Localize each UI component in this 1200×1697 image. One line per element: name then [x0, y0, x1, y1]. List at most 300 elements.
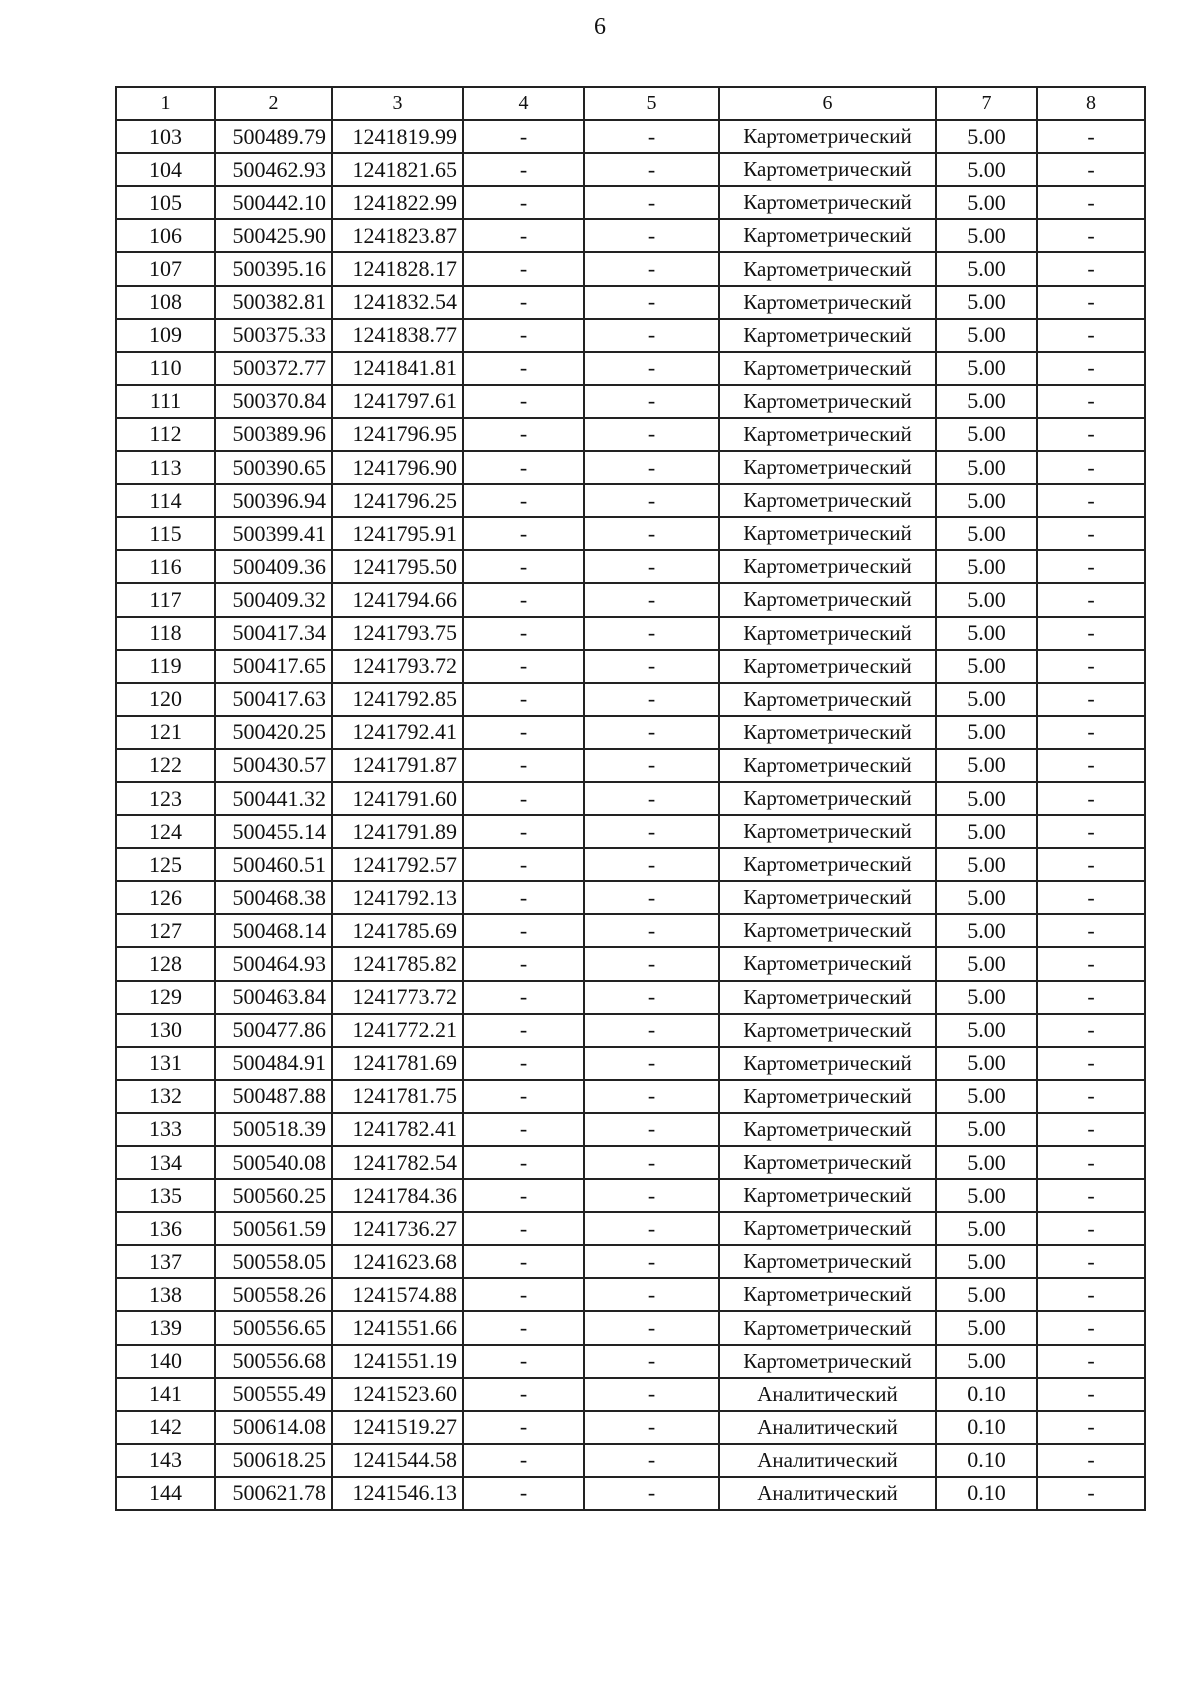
- cell-method: Картометрический: [719, 219, 936, 252]
- cell-accuracy: 5.00: [936, 716, 1037, 749]
- cell-col-5: -: [584, 385, 719, 418]
- cell-col-4: -: [463, 848, 584, 881]
- column-header-1: 1: [116, 87, 215, 120]
- cell-x-coordinate: 500489.79: [215, 120, 332, 153]
- cell-accuracy: 5.00: [936, 749, 1037, 782]
- cell-x-coordinate: 500462.93: [215, 153, 332, 186]
- cell-accuracy: 5.00: [936, 914, 1037, 947]
- cell-col-4: -: [463, 451, 584, 484]
- table-row: [116, 352, 1145, 385]
- cell-x-coordinate: 500417.63: [215, 683, 332, 716]
- cell-col-8: -: [1037, 848, 1145, 881]
- cell-method: Картометрический: [719, 186, 936, 219]
- cell-x-coordinate: 500518.39: [215, 1113, 332, 1146]
- cell-point-number: 126: [116, 881, 215, 914]
- cell-method: Картометрический: [719, 1345, 936, 1378]
- cell-accuracy: 5.00: [936, 815, 1037, 848]
- cell-col-5: -: [584, 1378, 719, 1411]
- cell-point-number: 135: [116, 1179, 215, 1212]
- cell-col-8: -: [1037, 815, 1145, 848]
- table-row: [116, 617, 1145, 650]
- cell-accuracy: 5.00: [936, 550, 1037, 583]
- cell-point-number: 127: [116, 914, 215, 947]
- table-row: [116, 517, 1145, 550]
- cell-point-number: 134: [116, 1146, 215, 1179]
- cell-x-coordinate: 500621.78: [215, 1477, 332, 1510]
- cell-x-coordinate: 500417.65: [215, 650, 332, 683]
- cell-x-coordinate: 500442.10: [215, 186, 332, 219]
- cell-col-5: -: [584, 1212, 719, 1245]
- cell-point-number: 119: [116, 650, 215, 683]
- cell-x-coordinate: 500487.88: [215, 1080, 332, 1113]
- cell-col-4: -: [463, 881, 584, 914]
- cell-accuracy: 5.00: [936, 1179, 1037, 1212]
- cell-col-5: -: [584, 1311, 719, 1344]
- cell-point-number: 105: [116, 186, 215, 219]
- cell-col-8: -: [1037, 352, 1145, 385]
- cell-y-coordinate: 1241796.90: [332, 451, 463, 484]
- cell-accuracy: 5.00: [936, 1245, 1037, 1278]
- table-row: [116, 1477, 1145, 1510]
- cell-point-number: 103: [116, 120, 215, 153]
- cell-accuracy: 5.00: [936, 848, 1037, 881]
- cell-col-5: -: [584, 1477, 719, 1510]
- cell-accuracy: 5.00: [936, 385, 1037, 418]
- cell-method: Картометрический: [719, 650, 936, 683]
- cell-accuracy: 5.00: [936, 219, 1037, 252]
- cell-col-4: -: [463, 120, 584, 153]
- cell-accuracy: 5.00: [936, 120, 1037, 153]
- table-row: [116, 1146, 1145, 1179]
- table-row: [116, 650, 1145, 683]
- cell-col-4: -: [463, 219, 584, 252]
- cell-point-number: 136: [116, 1212, 215, 1245]
- cell-y-coordinate: 1241781.69: [332, 1047, 463, 1080]
- column-header-2: 2: [215, 87, 332, 120]
- cell-col-8: -: [1037, 981, 1145, 1014]
- cell-x-coordinate: 500558.05: [215, 1245, 332, 1278]
- cell-x-coordinate: 500396.94: [215, 484, 332, 517]
- cell-x-coordinate: 500556.65: [215, 1311, 332, 1344]
- cell-point-number: 141: [116, 1378, 215, 1411]
- table-row: [116, 319, 1145, 352]
- column-header-8: 8: [1037, 87, 1145, 120]
- table-row: [116, 583, 1145, 616]
- cell-method: Картометрический: [719, 815, 936, 848]
- cell-x-coordinate: 500389.96: [215, 418, 332, 451]
- cell-accuracy: 5.00: [936, 683, 1037, 716]
- cell-col-5: -: [584, 252, 719, 285]
- table-row: [116, 881, 1145, 914]
- cell-y-coordinate: 1241792.85: [332, 683, 463, 716]
- cell-point-number: 125: [116, 848, 215, 881]
- cell-col-8: -: [1037, 650, 1145, 683]
- cell-accuracy: 5.00: [936, 517, 1037, 550]
- cell-col-8: -: [1037, 1179, 1145, 1212]
- cell-x-coordinate: 500477.86: [215, 1014, 332, 1047]
- table-row: [116, 484, 1145, 517]
- cell-col-4: -: [463, 1047, 584, 1080]
- cell-accuracy: 5.00: [936, 1014, 1037, 1047]
- cell-accuracy: 5.00: [936, 484, 1037, 517]
- cell-col-5: -: [584, 352, 719, 385]
- cell-accuracy: 5.00: [936, 947, 1037, 980]
- cell-method: Картометрический: [719, 418, 936, 451]
- cell-method: Картометрический: [719, 1014, 936, 1047]
- cell-accuracy: 5.00: [936, 881, 1037, 914]
- cell-accuracy: 5.00: [936, 583, 1037, 616]
- cell-y-coordinate: 1241791.60: [332, 782, 463, 815]
- cell-col-8: -: [1037, 881, 1145, 914]
- cell-accuracy: 5.00: [936, 1146, 1037, 1179]
- cell-point-number: 110: [116, 352, 215, 385]
- cell-accuracy: 5.00: [936, 1113, 1037, 1146]
- cell-col-4: -: [463, 617, 584, 650]
- cell-x-coordinate: 500441.32: [215, 782, 332, 815]
- cell-col-4: -: [463, 286, 584, 319]
- cell-method: Картометрический: [719, 1245, 936, 1278]
- cell-point-number: 104: [116, 153, 215, 186]
- cell-col-4: -: [463, 683, 584, 716]
- cell-method: Картометрический: [719, 385, 936, 418]
- table-row: [116, 219, 1145, 252]
- cell-y-coordinate: 1241772.21: [332, 1014, 463, 1047]
- cell-col-8: -: [1037, 1146, 1145, 1179]
- cell-col-5: -: [584, 815, 719, 848]
- table-row: [116, 153, 1145, 186]
- cell-method: Картометрический: [719, 1080, 936, 1113]
- cell-point-number: 130: [116, 1014, 215, 1047]
- cell-point-number: 112: [116, 418, 215, 451]
- cell-method: Картометрический: [719, 120, 936, 153]
- cell-col-8: -: [1037, 683, 1145, 716]
- cell-col-5: -: [584, 947, 719, 980]
- cell-col-8: -: [1037, 1345, 1145, 1378]
- cell-col-5: -: [584, 683, 719, 716]
- cell-point-number: 142: [116, 1411, 215, 1444]
- cell-y-coordinate: 1241796.25: [332, 484, 463, 517]
- cell-col-4: -: [463, 815, 584, 848]
- cell-col-5: -: [584, 1080, 719, 1113]
- cell-col-8: -: [1037, 186, 1145, 219]
- cell-x-coordinate: 500614.08: [215, 1411, 332, 1444]
- cell-col-8: -: [1037, 484, 1145, 517]
- header-row: [116, 87, 1145, 120]
- cell-method: Картометрический: [719, 286, 936, 319]
- table-row: [116, 418, 1145, 451]
- cell-col-4: -: [463, 1113, 584, 1146]
- table-row: [116, 782, 1145, 815]
- cell-x-coordinate: 500372.77: [215, 352, 332, 385]
- cell-y-coordinate: 1241551.19: [332, 1345, 463, 1378]
- cell-method: Аналитический: [719, 1444, 936, 1477]
- cell-col-4: -: [463, 947, 584, 980]
- cell-method: Картометрический: [719, 683, 936, 716]
- cell-col-5: -: [584, 1113, 719, 1146]
- cell-col-5: -: [584, 517, 719, 550]
- cell-col-8: -: [1037, 1378, 1145, 1411]
- cell-col-4: -: [463, 252, 584, 285]
- cell-accuracy: 5.00: [936, 252, 1037, 285]
- cell-col-8: -: [1037, 319, 1145, 352]
- cell-col-4: -: [463, 1444, 584, 1477]
- table-row: [116, 1411, 1145, 1444]
- cell-col-5: -: [584, 981, 719, 1014]
- cell-accuracy: 0.10: [936, 1411, 1037, 1444]
- cell-y-coordinate: 1241822.99: [332, 186, 463, 219]
- cell-col-5: -: [584, 1245, 719, 1278]
- cell-x-coordinate: 500484.91: [215, 1047, 332, 1080]
- cell-col-5: -: [584, 617, 719, 650]
- cell-method: Картометрический: [719, 981, 936, 1014]
- cell-method: Картометрический: [719, 947, 936, 980]
- cell-col-4: -: [463, 1179, 584, 1212]
- cell-col-8: -: [1037, 451, 1145, 484]
- cell-col-5: -: [584, 1047, 719, 1080]
- cell-point-number: 109: [116, 319, 215, 352]
- cell-point-number: 123: [116, 782, 215, 815]
- cell-method: Картометрический: [719, 550, 936, 583]
- cell-accuracy: 5.00: [936, 153, 1037, 186]
- cell-x-coordinate: 500382.81: [215, 286, 332, 319]
- cell-method: Картометрический: [719, 319, 936, 352]
- cell-col-8: -: [1037, 947, 1145, 980]
- cell-col-8: -: [1037, 1444, 1145, 1477]
- cell-col-5: -: [584, 848, 719, 881]
- column-header-3: 3: [332, 87, 463, 120]
- cell-x-coordinate: 500430.57: [215, 749, 332, 782]
- cell-col-8: -: [1037, 1477, 1145, 1510]
- cell-method: Картометрический: [719, 583, 936, 616]
- cell-x-coordinate: 500468.14: [215, 914, 332, 947]
- cell-col-5: -: [584, 1411, 719, 1444]
- cell-col-4: -: [463, 1411, 584, 1444]
- cell-method: Картометрический: [719, 1212, 936, 1245]
- cell-x-coordinate: 500555.49: [215, 1378, 332, 1411]
- cell-method: Картометрический: [719, 1146, 936, 1179]
- cell-col-8: -: [1037, 153, 1145, 186]
- cell-point-number: 132: [116, 1080, 215, 1113]
- cell-y-coordinate: 1241546.13: [332, 1477, 463, 1510]
- cell-col-5: -: [584, 1014, 719, 1047]
- cell-y-coordinate: 1241819.99: [332, 120, 463, 153]
- cell-point-number: 140: [116, 1345, 215, 1378]
- cell-col-8: -: [1037, 120, 1145, 153]
- cell-col-8: -: [1037, 617, 1145, 650]
- cell-point-number: 129: [116, 981, 215, 1014]
- cell-col-5: -: [584, 1146, 719, 1179]
- cell-y-coordinate: 1241785.82: [332, 947, 463, 980]
- cell-method: Картометрический: [719, 749, 936, 782]
- cell-x-coordinate: 500375.33: [215, 319, 332, 352]
- cell-method: Картометрический: [719, 484, 936, 517]
- cell-method: Картометрический: [719, 1311, 936, 1344]
- table-row: [116, 451, 1145, 484]
- cell-col-8: -: [1037, 749, 1145, 782]
- cell-col-8: -: [1037, 252, 1145, 285]
- cell-col-5: -: [584, 749, 719, 782]
- cell-point-number: 124: [116, 815, 215, 848]
- cell-accuracy: 5.00: [936, 1047, 1037, 1080]
- cell-y-coordinate: 1241782.41: [332, 1113, 463, 1146]
- cell-col-5: -: [584, 286, 719, 319]
- cell-col-4: -: [463, 1014, 584, 1047]
- cell-col-5: -: [584, 1278, 719, 1311]
- cell-point-number: 128: [116, 947, 215, 980]
- table-row: [116, 1014, 1145, 1047]
- cell-col-8: -: [1037, 1245, 1145, 1278]
- cell-col-5: -: [584, 319, 719, 352]
- cell-x-coordinate: 500556.68: [215, 1345, 332, 1378]
- cell-col-8: -: [1037, 1311, 1145, 1344]
- table-row: [116, 120, 1145, 153]
- cell-col-4: -: [463, 749, 584, 782]
- cell-col-4: -: [463, 1278, 584, 1311]
- cell-col-8: -: [1037, 1047, 1145, 1080]
- cell-accuracy: 5.00: [936, 1212, 1037, 1245]
- cell-col-8: -: [1037, 219, 1145, 252]
- cell-point-number: 106: [116, 219, 215, 252]
- cell-y-coordinate: 1241736.27: [332, 1212, 463, 1245]
- cell-x-coordinate: 500558.26: [215, 1278, 332, 1311]
- cell-col-4: -: [463, 1345, 584, 1378]
- cell-y-coordinate: 1241793.72: [332, 650, 463, 683]
- table-row: [116, 914, 1145, 947]
- cell-method: Картометрический: [719, 1179, 936, 1212]
- cell-col-8: -: [1037, 385, 1145, 418]
- cell-col-4: -: [463, 1311, 584, 1344]
- table-row: [116, 385, 1145, 418]
- cell-point-number: 118: [116, 617, 215, 650]
- table-row: [116, 1444, 1145, 1477]
- cell-method: Картометрический: [719, 1113, 936, 1146]
- table-row: [116, 1179, 1145, 1212]
- cell-method: Картометрический: [719, 881, 936, 914]
- cell-x-coordinate: 500463.84: [215, 981, 332, 1014]
- cell-col-4: -: [463, 484, 584, 517]
- cell-x-coordinate: 500420.25: [215, 716, 332, 749]
- table-row: [116, 1311, 1145, 1344]
- cell-col-5: -: [584, 186, 719, 219]
- table-header: [116, 87, 1145, 120]
- cell-accuracy: 5.00: [936, 981, 1037, 1014]
- table-row: [116, 1113, 1145, 1146]
- cell-y-coordinate: 1241795.91: [332, 517, 463, 550]
- table-row: [116, 749, 1145, 782]
- cell-y-coordinate: 1241821.65: [332, 153, 463, 186]
- table-row: [116, 1345, 1145, 1378]
- cell-x-coordinate: 500390.65: [215, 451, 332, 484]
- cell-y-coordinate: 1241791.89: [332, 815, 463, 848]
- cell-point-number: 107: [116, 252, 215, 285]
- cell-method: Картометрический: [719, 451, 936, 484]
- cell-x-coordinate: 500370.84: [215, 385, 332, 418]
- cell-col-5: -: [584, 1179, 719, 1212]
- cell-x-coordinate: 500464.93: [215, 947, 332, 980]
- cell-method: Картометрический: [719, 617, 936, 650]
- cell-accuracy: 5.00: [936, 1345, 1037, 1378]
- cell-y-coordinate: 1241782.54: [332, 1146, 463, 1179]
- cell-accuracy: 0.10: [936, 1477, 1037, 1510]
- column-header-4: 4: [463, 87, 584, 120]
- cell-accuracy: 5.00: [936, 617, 1037, 650]
- cell-col-8: -: [1037, 716, 1145, 749]
- cell-col-4: -: [463, 1477, 584, 1510]
- cell-col-4: -: [463, 186, 584, 219]
- cell-method: Картометрический: [719, 1278, 936, 1311]
- cell-col-5: -: [584, 914, 719, 947]
- cell-method: Аналитический: [719, 1411, 936, 1444]
- cell-col-4: -: [463, 418, 584, 451]
- cell-point-number: 144: [116, 1477, 215, 1510]
- table-row: [116, 1080, 1145, 1113]
- cell-col-8: -: [1037, 517, 1145, 550]
- cell-col-5: -: [584, 1444, 719, 1477]
- cell-method: Картометрический: [719, 1047, 936, 1080]
- cell-y-coordinate: 1241523.60: [332, 1378, 463, 1411]
- cell-col-5: -: [584, 418, 719, 451]
- cell-point-number: 139: [116, 1311, 215, 1344]
- cell-col-5: -: [584, 550, 719, 583]
- cell-y-coordinate: 1241792.57: [332, 848, 463, 881]
- cell-col-4: -: [463, 1212, 584, 1245]
- table-row: [116, 716, 1145, 749]
- cell-col-8: -: [1037, 1080, 1145, 1113]
- cell-col-5: -: [584, 484, 719, 517]
- cell-y-coordinate: 1241574.88: [332, 1278, 463, 1311]
- cell-method: Картометрический: [719, 914, 936, 947]
- cell-method: Картометрический: [719, 252, 936, 285]
- cell-y-coordinate: 1241519.27: [332, 1411, 463, 1444]
- cell-accuracy: 5.00: [936, 319, 1037, 352]
- cell-point-number: 115: [116, 517, 215, 550]
- cell-point-number: 133: [116, 1113, 215, 1146]
- cell-x-coordinate: 500560.25: [215, 1179, 332, 1212]
- cell-col-5: -: [584, 153, 719, 186]
- cell-col-5: -: [584, 782, 719, 815]
- table-row: [116, 1047, 1145, 1080]
- cell-point-number: 143: [116, 1444, 215, 1477]
- cell-y-coordinate: 1241791.87: [332, 749, 463, 782]
- cell-col-4: -: [463, 385, 584, 418]
- cell-y-coordinate: 1241785.69: [332, 914, 463, 947]
- cell-method: Картометрический: [719, 153, 936, 186]
- cell-point-number: 138: [116, 1278, 215, 1311]
- cell-accuracy: 5.00: [936, 352, 1037, 385]
- cell-y-coordinate: 1241792.13: [332, 881, 463, 914]
- cell-y-coordinate: 1241795.50: [332, 550, 463, 583]
- cell-y-coordinate: 1241823.87: [332, 219, 463, 252]
- table-row: [116, 252, 1145, 285]
- cell-point-number: 117: [116, 583, 215, 616]
- cell-y-coordinate: 1241796.95: [332, 418, 463, 451]
- cell-col-4: -: [463, 1378, 584, 1411]
- cell-point-number: 122: [116, 749, 215, 782]
- cell-x-coordinate: 500409.36: [215, 550, 332, 583]
- cell-col-8: -: [1037, 1014, 1145, 1047]
- cell-col-8: -: [1037, 418, 1145, 451]
- cell-col-8: -: [1037, 1113, 1145, 1146]
- cell-accuracy: 0.10: [936, 1444, 1037, 1477]
- page-number: 6: [594, 14, 606, 40]
- table-row: [116, 1212, 1145, 1245]
- cell-col-8: -: [1037, 1278, 1145, 1311]
- cell-col-4: -: [463, 650, 584, 683]
- cell-x-coordinate: 500561.59: [215, 1212, 332, 1245]
- cell-col-8: -: [1037, 286, 1145, 319]
- cell-col-5: -: [584, 716, 719, 749]
- cell-col-5: -: [584, 120, 719, 153]
